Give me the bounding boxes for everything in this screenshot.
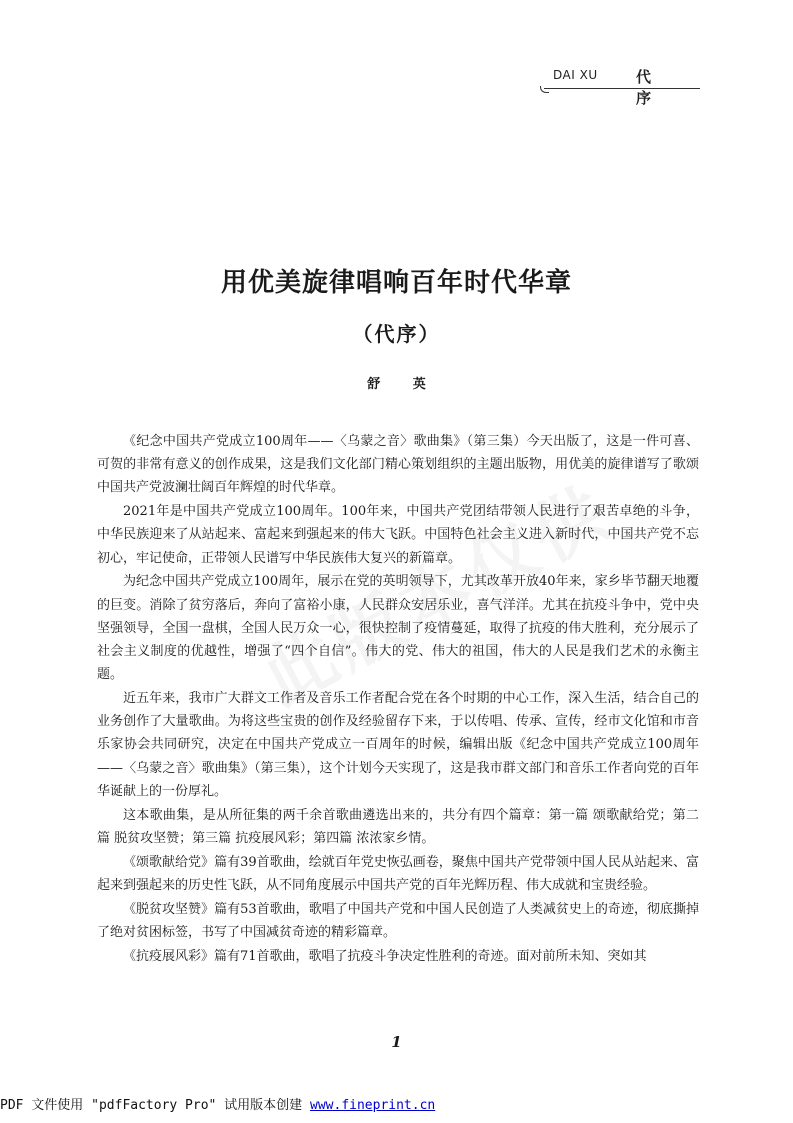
paragraph: 2021年是中国共产党成立100周年。100年来，中国共产党团结带领人民进行了艰苦卓绝的斗争，中华民族迎来了从站起来、富起来到强起来的伟大飞跃。中国特色社会主义进入新时代，中国共产党不忘初心，牢记使命，正带领人民谱写中华民族伟大复兴的新篇章。 <box>97 504 699 566</box>
paragraph: 《纪念中国共产党成立100周年——〈乌蒙之音〉歌曲集》（第三集）今天出版了，这是一件可喜、可贺的非常有意义的创作成果，这是我们文化部门精心策划组织的主题出版物，用优美的旋律谱写了歌颂中国共产党波澜壮阔百年辉煌的时代华章。 <box>97 434 699 496</box>
paragraph: 这本歌曲集，是从所征集的两千余首歌曲遴选出来的，共分有四个篇章：第一篇 颂歌献给党；第二篇 脱贫攻坚赞；第三篇 抗疫展风彩；第四篇 浓浓家乡情。 <box>97 807 699 846</box>
running-head-latin: DAI XU <box>553 68 598 82</box>
pdf-footer <box>0 1094 435 1113</box>
author-name: 舒 英 <box>367 377 440 392</box>
running-head <box>540 66 700 107</box>
paragraph: 近五年来，我市广大群文工作者及音乐工作者配合党在各个时期的中心工作，深入生活，结合自己的业务创作了大量歌曲。为将这些宝贵的创作及经验留存下来，于以传唱、传承、宣传，经市文化馆和市音乐家协会共同研究，决定在中国共产党成立一百周年的时候，编辑出版《纪念中国共产党成立100周年——〈乌蒙之音〉歌曲集》（第三集），这个计划今天实现了，这是我市群文部门和音乐工作者向党的百年华诞献上的一份厚礼。 <box>97 691 699 799</box>
document-title: 用优美旋律唱响百年时代华章 <box>220 268 572 298</box>
paragraph: 《颂歌献给党》篇有39首歌曲，绘就百年党史恢弘画卷，聚焦中国共产党带领中国人民从站起来、富起来到强起来的历史性飞跃，从不同角度展示中国共产党的百年光辉历程、伟大成就和宝贵经验。 <box>97 854 699 893</box>
page-number: 1 <box>391 1033 402 1051</box>
paragraph: 为纪念中国共产党成立100周年，展示在党的英明领导下，尤其改革开放40年来，家乡毕节翻天地覆的巨变。消除了贫穷落后，奔向了富裕小康，人民群众安居乐业，喜气洋洋。尤其在抗疫斗争中，党中央坚强领导，全国一盘棋，全国人民万众一心，很快控制了疫情蔓延，取得了抗疫的伟大胜利，充分展示了社会主义制度的优越性，增强了“四个自信”。伟大的党、伟大的祖国，伟大的人民是我们艺术的永衡主题。 <box>97 574 699 683</box>
footer-link[interactable]: www.fineprint.cn <box>310 1098 436 1113</box>
running-head-chinese: 代 序 <box>636 68 672 107</box>
paragraph: 《脱贫攻坚赞》篇有53首歌曲，歌唱了中国共产党和中国人民创造了人类减贫史上的奇迹，彻底撕掉了绝对贫困标签，书写了中国减贫奇迹的精彩篇章。 <box>97 901 699 940</box>
pdf-footer-text: PDF 文件使用 "pdfFactory Pro" 试用版本创建 <box>0 1098 311 1113</box>
document-subtitle: （代序） <box>352 322 441 346</box>
running-head-rule <box>544 88 700 89</box>
paragraph: 《抗疫展风彩》篇有71首歌曲，歌唱了抗疫斗争决定性胜利的奇迹。面对前所未知、突如其 <box>123 948 647 964</box>
body-text <box>97 430 699 968</box>
